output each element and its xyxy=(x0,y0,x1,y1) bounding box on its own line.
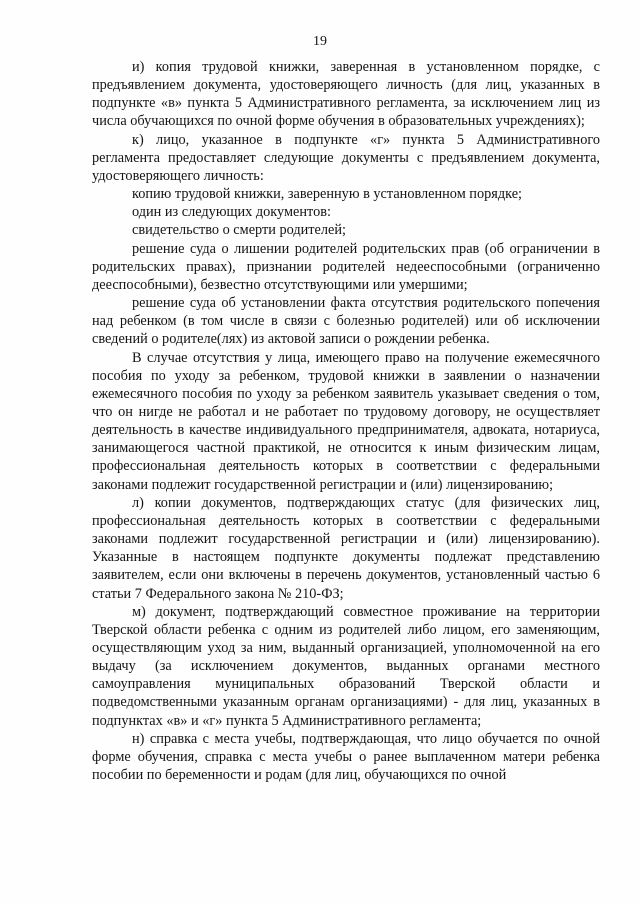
paragraph-n-study-certificate: н) справка с места учебы, подтверждающая, что лицо обучается по очной форме обучения, справка с места учебы о ранее выплаченном матери ребенка пособии по беременности и родам (для лиц, обучающихся по очной xyxy=(92,730,600,784)
paragraph-i-labor-book-copy: и) копия трудовой книжки, заверенная в установленном порядке, с предъявлением документа, удостоверяющего личность (для лиц, указанных в подпункте «в» пункта 5 Административного регламента, за исключением лиц из числа обучающихся по очной форме обучения в образовательных учреждениях); xyxy=(92,59,600,130)
paragraph-one-of-documents: один из следующих документов: xyxy=(132,204,331,221)
paragraph-m-cohabitation-document: м) документ, подтверждающий совместное проживание на территории Тверской области ребенка с одним из родителей либо лицом, его заменяющим, осуществляющим уход за ним, выданный организацией, уполномоченной на его выдачу (за исключением документов, выданных органами местного самоуправления муниципальных образований Тверской области и подведомственными указанным органам организациями) - для лиц, указанных в подпунктах «в» и «г» пункта 5 Административного регламента; xyxy=(92,603,600,729)
paragraph-death-certificate: свидетельство о смерти родителей; xyxy=(132,222,346,239)
paragraph-court-decision-deprivation: решение суда о лишении родителей родительских прав (об ограничении в родительских правах), признании родителей недееспособными (ограниченно дееспособными), безвестно отсутствующими или умершими; xyxy=(92,240,600,293)
paragraph-k-person-documents: к) лицо, указанное в подпункте «г» пункта 5 Административного регламента предоставляет следующие документы с предъявлением документа, удостоверяющего личность: xyxy=(92,131,600,184)
paragraph-court-decision-absence-care: решение суда об установлении факта отсутствия родительского попечения над ребенком (в том числе в связи с болезнью родителей) или об исключении сведений о родителе(лях) из актовой записи о рождении ребенка. xyxy=(92,295,600,348)
paragraph-labor-book-certified: копию трудовой книжки, заверенную в установленном порядке; xyxy=(132,186,523,203)
paragraph-l-status-documents: л) копии документов, подтверждающих статус (для физических лиц, профессиональная деятельность которых в соответствии с федеральными законами подлежит государственной регистрации и (или) лицензированию). Указанные в настоящем подпункте документы подлежат представлению заявителем, если они включены в перечень документов, установленный частью 6 статьи 7 Федерального закона № 210-ФЗ; xyxy=(92,494,600,602)
page-number: 19 xyxy=(313,34,327,49)
document-body xyxy=(92,58,600,784)
paragraph-no-labor-book-case: В случае отсутствия у лица, имеющего право на получение ежемесячного пособия по уходу за ребенком, трудовой книжки в заявлении о назначении ежемесячного пособия по уходу за ребенком заявитель указывает сведения о том, что он нигде не работал и не работает по трудовому договору, не осуществляет деятельность в качестве индивидуального предпринимателя, адвоката, нотариуса, занимающегося частной практикой, не относится к иным физическим лицам, профессиональная деятельность которых в соответствии с федеральными законами подлежит государственной регистрации и (или) лицензированию; xyxy=(92,349,600,493)
